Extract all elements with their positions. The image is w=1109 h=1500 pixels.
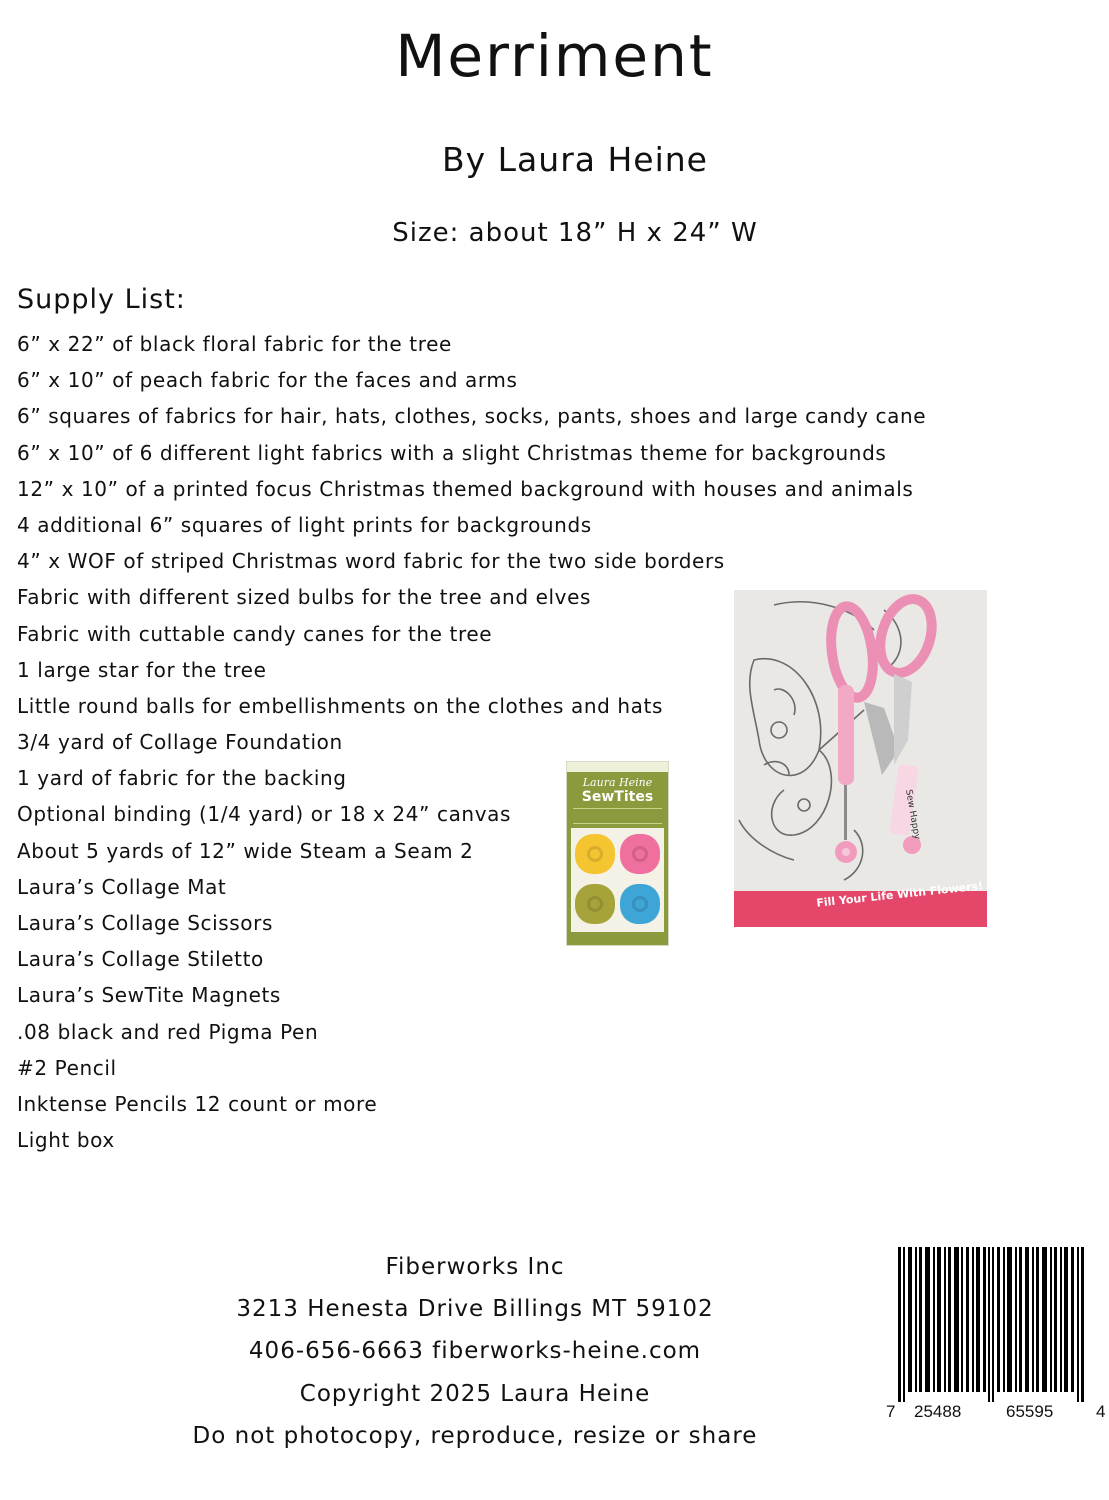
- magnet-panel: [571, 828, 664, 932]
- supply-item: Laura’s SewTite Magnets: [17, 983, 281, 1008]
- company-contact: 406-656-6663 fiberworks-heine.com: [248, 1338, 702, 1365]
- supply-item: 4 additional 6” squares of light prints for backgrounds: [17, 512, 592, 537]
- package-fine-print: [573, 808, 662, 824]
- supply-item: 1 large star for the tree: [17, 657, 267, 682]
- copy-notice: Do not photocopy, reproduce, resize or share: [192, 1422, 758, 1449]
- package-top-strip: [567, 762, 668, 772]
- copyright-line: Copyright 2025 Laura Heine: [299, 1380, 651, 1407]
- supply-item: Little round balls for embellishments on the clothes and hats: [17, 693, 663, 718]
- barcode-icon: [884, 1247, 1109, 1402]
- author-line: By Laura Heine: [442, 140, 708, 179]
- pink-flower-magnet-icon: [620, 834, 660, 874]
- barcode-digits: [884, 1402, 1109, 1424]
- supply-item: 3/4 yard of Collage Foundation: [17, 730, 343, 755]
- barcode-first-digit: 7: [886, 1402, 896, 1421]
- supply-item: #2 Pencil: [17, 1055, 117, 1080]
- sewtites-product-label: SewTites: [581, 789, 654, 805]
- barcode-right-group: 65595: [1006, 1402, 1054, 1421]
- supply-item: .08 black and red Pigma Pen: [17, 1019, 319, 1044]
- supply-list-heading: Supply List:: [17, 284, 186, 315]
- supply-item: 1 yard of fabric for the backing: [17, 766, 347, 791]
- supply-item: Laura’s Collage Scissors: [17, 911, 273, 935]
- supply-item: Optional binding (1/4 yard) or 18 x 24” canvas: [17, 802, 512, 827]
- company-name: Fiberworks Inc: [385, 1254, 565, 1280]
- pattern-title: Merriment: [395, 22, 714, 90]
- supply-item: Laura’s Collage Mat: [17, 874, 227, 899]
- size-line: Size: about 18” H x 24” W: [392, 218, 758, 248]
- supply-item: 12” x 10” of a printed focus Christmas themed background with houses and animals: [17, 476, 914, 501]
- company-address: 3213 Henesta Drive Billings MT 59102: [236, 1296, 714, 1323]
- sewtites-product-image: [566, 761, 669, 946]
- collage-mat-slogan: Fill Your Life With Flowers!: [815, 879, 984, 910]
- yellow-flower-magnet-icon: [575, 834, 615, 874]
- sewtites-brand-label: Laura Heine: [582, 776, 653, 789]
- barcode-left-group: 25488: [914, 1402, 962, 1421]
- supply-item: Fabric with different sized bulbs for the tree and elves: [17, 585, 592, 610]
- supply-item: Light box: [17, 1128, 115, 1153]
- supply-item: 6” x 10” of peach fabric for the faces and arms: [17, 368, 518, 393]
- supply-item: 4” x WOF of striped Christmas word fabric for the two side borders: [17, 549, 725, 574]
- supply-item: About 5 yards of 12” wide Steam a Seam 2: [17, 838, 474, 863]
- scissors-photo: [734, 590, 987, 927]
- supply-item: Laura’s Collage Stiletto: [17, 947, 264, 972]
- supply-item: 6” x 22” of black floral fabric for the tree: [17, 332, 452, 356]
- scissors-tag-text: Sew Happy: [903, 788, 922, 841]
- supply-item: Fabric with cuttable candy canes for the tree: [17, 621, 493, 646]
- scissors-illustration: [734, 590, 987, 927]
- green-flower-magnet-icon: [575, 884, 615, 924]
- supply-item: Inktense Pencils 12 count or more: [17, 1091, 378, 1116]
- supply-item: 6” x 10” of 6 different light fabrics with a slight Christmas theme for backgrounds: [17, 440, 887, 465]
- barcode-check-digit: 4: [1096, 1402, 1106, 1421]
- supply-item: 6” squares of fabrics for hair, hats, clothes, socks, pants, shoes and large candy cane: [17, 404, 927, 429]
- publisher-footer: [0, 1246, 950, 1457]
- blue-flower-magnet-icon: [620, 884, 660, 924]
